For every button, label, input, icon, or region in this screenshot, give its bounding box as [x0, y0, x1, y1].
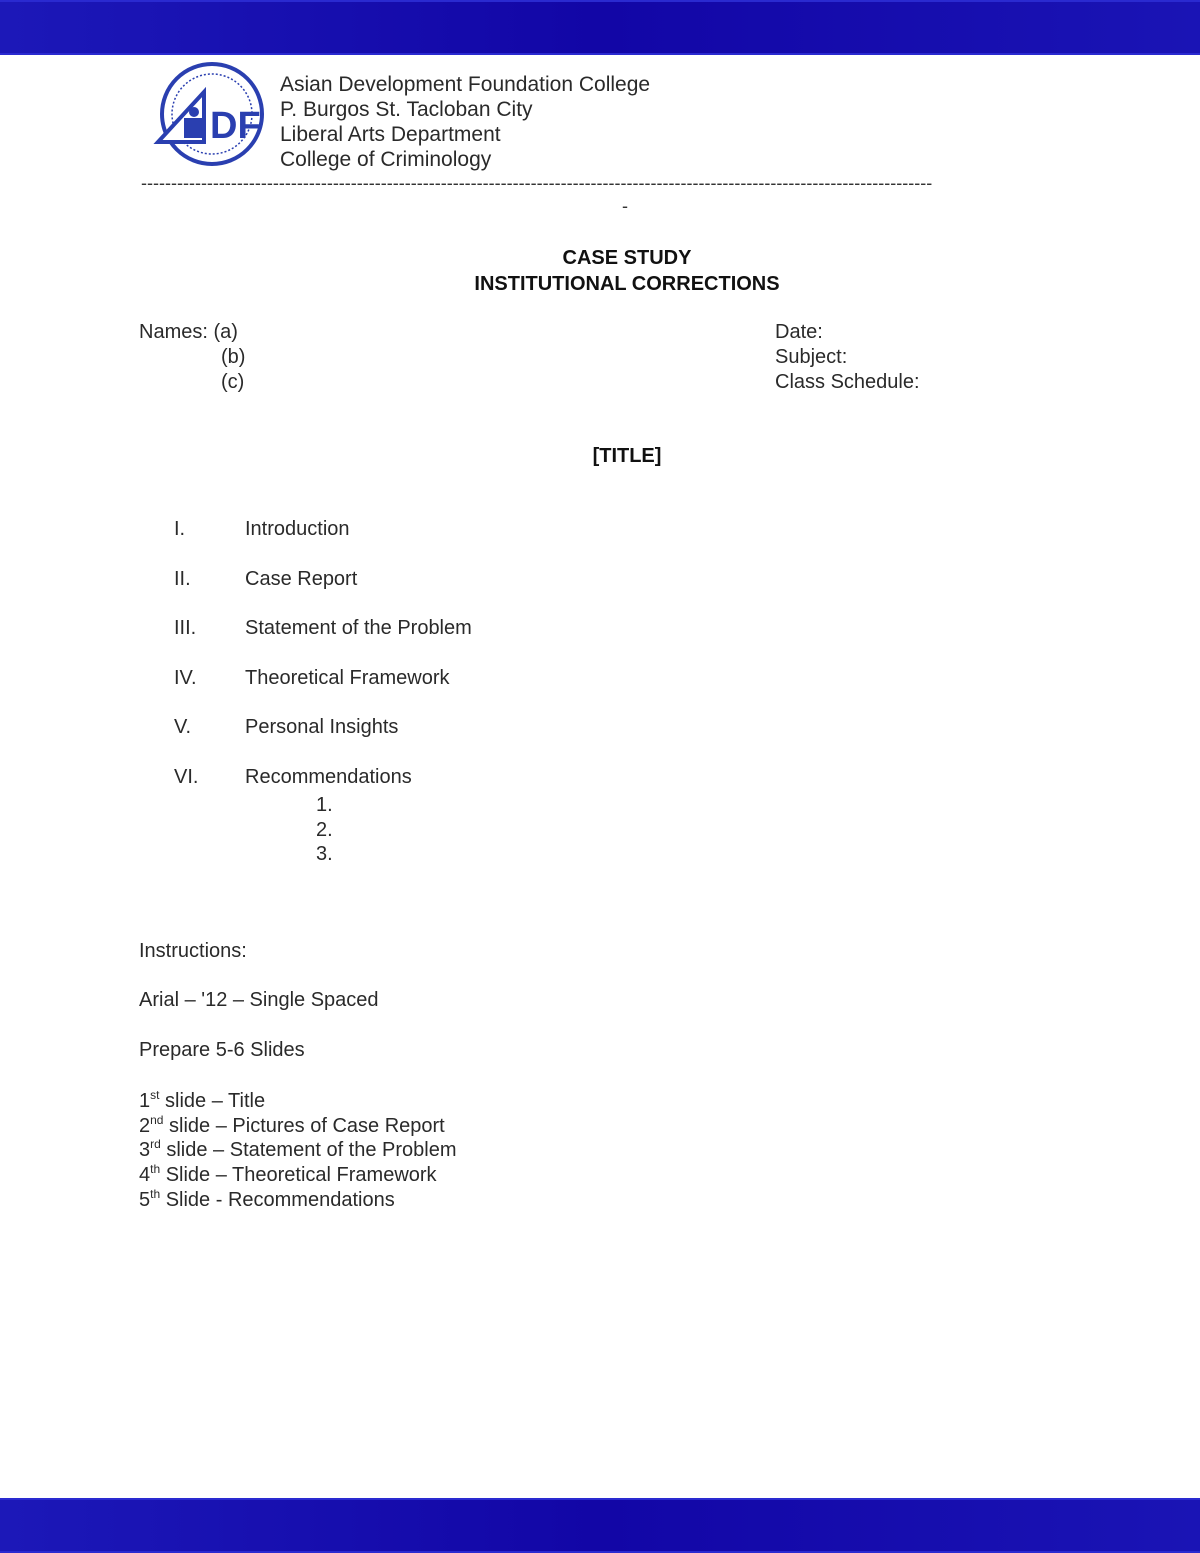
outline-number: V.: [174, 716, 192, 738]
subject-label: Subject:: [775, 346, 848, 368]
names-block: [139, 320, 245, 395]
names-label: Names: (a): [139, 321, 238, 343]
slide-text: Slide – Theoretical Framework: [160, 1164, 437, 1187]
date-label: Date:: [775, 321, 823, 343]
slide-item: [139, 1163, 457, 1188]
instructions-prepare: Prepare 5-6 Slides: [139, 1039, 305, 1061]
outline-number: I.: [174, 518, 186, 540]
recommendation-item: 1.: [316, 794, 333, 816]
class-schedule-label: Class Schedule:: [775, 371, 920, 393]
outline-number: II.: [174, 567, 191, 590]
separator-tail: -: [622, 196, 628, 216]
slide-item: [139, 1114, 457, 1139]
instructions-heading: Instructions:: [139, 940, 247, 962]
doc-title-placeholder: [TITLE]: [592, 445, 662, 467]
slide-text: slide – Statement of the Problem: [160, 1139, 457, 1162]
names-c: (c): [221, 371, 245, 393]
outline-label: Statement of the Problem: [245, 617, 472, 639]
outline-label: Introduction: [245, 518, 350, 540]
slides-list: [139, 1089, 457, 1213]
outline-label: Personal Insights: [245, 716, 399, 738]
outline-number: VI.: [174, 765, 199, 788]
outline-label: Case Report: [245, 567, 358, 590]
instructions-font: Arial – '12 – Single Spaced: [139, 989, 379, 1011]
slide-ordinal: nd: [150, 1112, 164, 1127]
slide-ordinal: th: [150, 1162, 161, 1177]
recommendation-item: 2.: [316, 818, 333, 841]
slide-ordinal: rd: [150, 1137, 161, 1152]
recommendations-list: [316, 793, 333, 867]
college-address: P. Burgos St. Tacloban City: [280, 98, 533, 121]
slide-item: [139, 1138, 457, 1163]
slide-text: slide – Pictures of Case Report: [163, 1114, 445, 1137]
names-b: (b): [221, 346, 246, 368]
slide-ordinal: st: [150, 1088, 160, 1102]
top-banner: [0, 0, 1200, 55]
outline-number: IV.: [174, 666, 197, 689]
college-header: [280, 72, 650, 172]
slide-item: [139, 1188, 457, 1213]
college-name: Asian Development Foundation College: [280, 73, 651, 96]
heading-case-study: CASE STUDY: [562, 247, 692, 269]
outline-label: Theoretical Framework: [245, 666, 450, 689]
bottom-banner: [0, 1498, 1200, 1553]
slide-number: 2: [139, 1114, 151, 1137]
recommendation-item: 3.: [316, 843, 333, 865]
slide-text: slide – Title: [159, 1090, 266, 1112]
slide-number: 3: [139, 1139, 151, 1162]
logo-text: DF: [210, 105, 261, 147]
slide-number: 1: [139, 1090, 151, 1112]
slide-text: Slide - Recommendations: [160, 1188, 395, 1211]
department-name: Liberal Arts Department: [280, 123, 501, 146]
slide-ordinal: th: [150, 1186, 161, 1201]
college-program: College of Criminology: [280, 148, 492, 171]
outline-number: III.: [174, 617, 197, 639]
slide-number: 5: [139, 1188, 151, 1211]
slide-item: [139, 1089, 457, 1114]
college-logo: [152, 58, 268, 170]
slide-number: 4: [139, 1164, 151, 1187]
outline-label: Recommendations: [245, 765, 412, 788]
meta-block: [775, 320, 920, 395]
separator-line: ------------------------------------------------------------------------------------------------------------------------------------: [141, 173, 933, 193]
document-heading: [0, 245, 1200, 297]
heading-institutional-corrections: INSTITUTIONAL CORRECTIONS: [474, 273, 780, 295]
